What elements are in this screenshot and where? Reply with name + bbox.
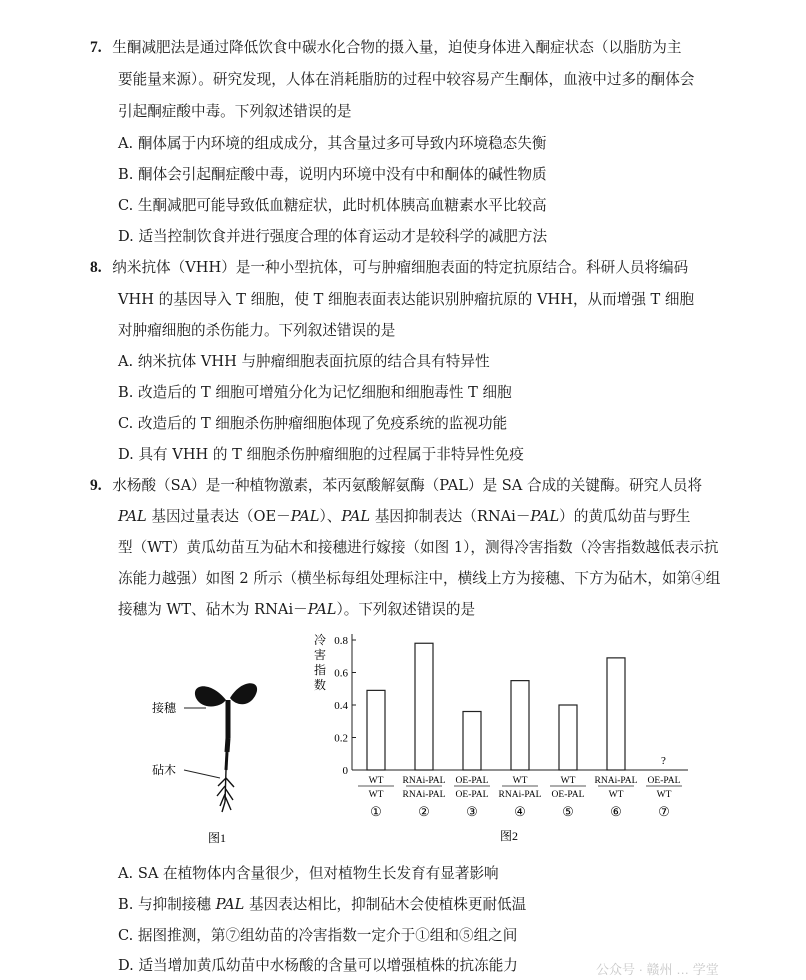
bar <box>511 681 529 770</box>
q9-gene-pal: PAL <box>290 508 320 525</box>
q7-stem-3: 引起酮症酸中毒。下列叙述错误的是 <box>118 103 352 120</box>
q8-line-1 <box>90 258 688 278</box>
y-axis-title <box>314 632 326 692</box>
rootstock-label: RNAi-PAL <box>498 790 542 800</box>
q7-stem-1: 生酮减肥法是通过降低饮食中碳水化合物的摄入量，迫使身体进入酮症状态（以脂肪为主 <box>112 39 682 56</box>
bar <box>607 658 625 770</box>
category-label: ⑦ <box>658 804 670 819</box>
category-label: ⑥ <box>610 804 622 819</box>
root-system <box>217 770 234 812</box>
graft-stem <box>226 752 227 770</box>
q8-stem-3: 对肿瘤细胞的杀伤能力。下列叙述错误的是 <box>118 322 396 339</box>
y-tick-label: 0 <box>342 765 348 777</box>
q9-gene-pal: PAL <box>215 896 245 913</box>
seedling-stem <box>227 700 228 752</box>
q8-number: 8. <box>90 259 102 276</box>
scion-label: OE-PAL <box>647 776 681 786</box>
q8-option-b: B. 改造后的 T 细胞可增殖分化为记忆细胞和细胞毒性 T 细胞 <box>118 384 512 401</box>
q7-option-b: B. 酮体会引起酮症酸中毒，说明内环境中没有中和酮体的碱性物质 <box>118 166 547 183</box>
q9-gene-pal: PAL <box>530 508 560 525</box>
y-axis-title-char-3: 指 <box>314 663 327 677</box>
figure-1-grafting <box>150 660 270 870</box>
y-axis-title-char-2: 害 <box>314 648 327 662</box>
q8-stem-1: 纳米抗体（VHH）是一种小型抗体，可与肿瘤细胞表面的特定抗原结合。科研人员将编码 <box>112 259 689 276</box>
q7-option-c: C. 生酮减肥可能导致低血糖症状，此时机体胰高血糖素水平比较高 <box>118 197 547 214</box>
y-tick-label: 0.2 <box>334 732 348 745</box>
q9-line-1 <box>90 476 702 496</box>
figure-2-caption: 图2 <box>500 829 519 843</box>
rootstock-label: WT <box>608 790 624 800</box>
rootstock-label: OE-PAL <box>455 790 489 800</box>
category-label: ③ <box>466 804 478 819</box>
q9-stem-5b: ）。下列叙述错误的是 <box>336 601 476 618</box>
q9-stem-2 <box>118 507 691 527</box>
q8-stem-2: VHH 的基因导入 T 细胞，使 T 细胞表面表达能识别肿瘤抗原的 VHH，从而增强 T 细胞 <box>118 291 695 308</box>
q7-number: 7. <box>90 39 102 56</box>
bar <box>463 712 481 771</box>
scion-label: WT <box>368 776 384 786</box>
rootstock-label: WT <box>368 790 384 800</box>
bar <box>415 643 433 770</box>
category-label: ① <box>370 804 382 819</box>
q9-gene-pal: PAL <box>307 601 337 618</box>
q9-option-b <box>118 895 526 915</box>
y-tick-label: 0.6 <box>334 667 348 680</box>
scion-label: WT <box>512 776 528 786</box>
cotyledon-left <box>195 686 226 706</box>
q7-option-a: A. 酮体属于内环境的组成成分，其含量过多可导致内环境稳态失衡 <box>118 135 547 152</box>
q9-stem-2a: 基因过量表达（OE－ <box>146 508 291 525</box>
figure-1-caption: 图1 <box>208 831 227 845</box>
q9-option-c: C. 据图推测，第⑦组幼苗的冷害指数一定介于①组和⑤组之间 <box>118 927 518 944</box>
q9-gene-pal: PAL <box>341 508 371 525</box>
chart-x-labels <box>358 776 682 819</box>
y-tick-label: 0.4 <box>334 700 348 712</box>
watermark: 公众号 · 赣州 … 学堂 <box>596 962 719 977</box>
y-axis-title-char-1: 冷 <box>314 633 327 647</box>
scion-label: RNAi-PAL <box>402 776 446 786</box>
rootstock-label: WT <box>656 790 672 800</box>
q8-option-d: D. 具有 VHH 的 T 细胞杀伤肿瘤细胞的过程属于非特异性免疫 <box>118 446 524 463</box>
q7-option-d: D. 适当控制饮食并进行强度合理的体育运动才是较科学的减肥方法 <box>118 228 548 245</box>
scion-label: RNAi-PAL <box>594 776 638 786</box>
q7-line-1 <box>90 38 681 58</box>
q9-stem-2d: ）的黄瓜幼苗与野生 <box>559 508 691 525</box>
bar <box>559 705 577 770</box>
y-axis-title-char-4: 数 <box>314 678 327 692</box>
q9-stem-3: 型（WT）黄瓜幼苗互为砧木和接穗进行嫁接（如图 1），测得冷害指数（冷害指数越低表示抗 <box>118 539 719 556</box>
q9-stem-4: 冻能力越强）如图 2 所示（横坐标每组处理标注中，横线上方为接穗、下方为砧木，如第④组 <box>118 570 721 587</box>
q9-stem-1: 水杨酸（SA）是一种植物激素，苯丙氨酸解氨酶（PAL）是 SA 合成的关键酶。研究人员将 <box>112 477 703 494</box>
q9-option-d: D. 适当增加黄瓜幼苗中水杨酸的含量可以增强植株的抗冻能力 <box>118 957 518 974</box>
q9-gene-pal: PAL <box>118 508 147 525</box>
q9-number: 9. <box>90 477 102 494</box>
scion-label: OE-PAL <box>455 776 489 786</box>
rootstock-pointer <box>184 770 220 778</box>
category-label: ⑤ <box>562 804 574 819</box>
chart-bars <box>367 643 625 770</box>
rootstock-label: 砧木 <box>152 763 177 777</box>
category-label: ④ <box>514 804 526 819</box>
q7-stem-2: 要能量来源）。研究发现，人体在消耗脂肪的过程中较容易产生酮体，血液中过多的酮体会 <box>118 71 695 88</box>
q9-option-b-a: B. 与抑制接穗 <box>118 896 216 913</box>
q8-option-c: C. 改造后的 T 细胞杀伤肿瘤细胞体现了免疫系统的监视功能 <box>118 415 508 432</box>
scion-label: 接穗 <box>152 701 177 715</box>
category-label: ② <box>418 804 430 819</box>
rootstock-label: RNAi-PAL <box>402 790 446 800</box>
q9-stem-5 <box>118 600 475 620</box>
unknown-value-mark: ? <box>661 755 666 767</box>
rootstock-label: OE-PAL <box>551 790 585 800</box>
q8-option-a: A. 纳米抗体 VHH 与肿瘤细胞表面抗原的结合具有特异性 <box>118 353 490 370</box>
scion-label: WT <box>560 776 576 786</box>
q9-stem-5a: 接穗为 WT、砧木为 RNAi－ <box>118 601 308 618</box>
bar <box>367 690 385 770</box>
y-tick-label: 0.8 <box>334 635 348 647</box>
q9-stem-2b: ）、 <box>319 508 342 525</box>
q9-option-a: A. SA 在植物体内含量很少，但对植物生长发育有显著影响 <box>118 865 499 882</box>
q9-stem-2c: 基因抑制表达（RNAi－ <box>370 508 531 525</box>
q9-option-b-b: 基因表达相比，抑制砧木会使植株更耐低温 <box>244 896 527 913</box>
cotyledon-right <box>230 683 257 704</box>
figure-2-chart <box>300 630 700 850</box>
